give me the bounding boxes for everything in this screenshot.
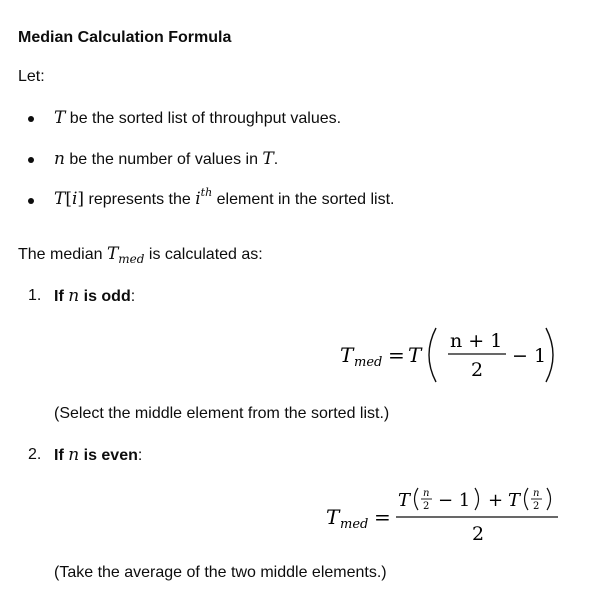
symbol-n: n — [54, 149, 65, 169]
term1-func: T — [398, 490, 411, 511]
symbol-n: n — [68, 286, 80, 306]
formula-lhs: T — [326, 505, 340, 529]
case-label-colon: : — [137, 447, 143, 464]
symbol-t: T — [54, 189, 66, 209]
case-odd-note: (Select the middle element from the sorted list.) — [54, 405, 390, 422]
symbol-i: i — [195, 189, 201, 209]
case-number: 1. — [28, 287, 42, 304]
definition-text: be the number of values in — [64, 151, 263, 168]
intro-text: Let: — [18, 68, 45, 85]
small-frac-den: 2 — [423, 501, 430, 512]
definition-item-2 — [54, 148, 278, 171]
left-paren — [525, 488, 529, 510]
right-paren — [547, 488, 551, 510]
symbol-t: T — [54, 108, 66, 128]
formula-func: T — [408, 343, 422, 367]
superscript-th: th — [200, 186, 213, 199]
formula-numerator: n + 1 — [450, 330, 503, 352]
formula-minus-one: − 1 — [512, 345, 547, 367]
definition-item-3 — [54, 188, 395, 212]
definition-text-end: element in the sorted list. — [212, 191, 395, 208]
bracket-close: ] — [77, 189, 85, 209]
median-intro-text: The median — [18, 246, 107, 263]
subscript-med: med — [118, 252, 145, 266]
formula-odd — [330, 322, 570, 393]
symbol-t: T — [262, 149, 274, 169]
median-intro-text-end: is calculated as: — [144, 246, 263, 263]
median-intro — [18, 243, 263, 266]
formula-even — [318, 482, 580, 553]
case-label-text: If — [54, 288, 69, 305]
symbol-i: i — [71, 189, 78, 209]
bullet-icon — [28, 116, 34, 122]
formula-lhs-sub: med — [340, 517, 369, 532]
case-label-colon: : — [130, 288, 136, 305]
formula-denominator: 2 — [472, 523, 485, 545]
term2-func: T — [508, 490, 521, 511]
small-frac-num: n — [533, 488, 540, 499]
definition-item-1 — [54, 107, 341, 130]
definition-text-end: . — [273, 151, 279, 168]
small-frac-num: n — [423, 488, 430, 499]
formula-denominator: 2 — [471, 359, 484, 381]
right-paren — [546, 328, 553, 382]
case-even-note: (Take the average of the two middle elements.) — [54, 564, 387, 581]
bullet-icon — [28, 198, 34, 204]
small-frac-den: 2 — [533, 501, 540, 512]
definition-text: be the sorted list of throughput values. — [65, 110, 342, 127]
case-label-text-end: is odd — [79, 288, 131, 305]
formula-equals: = — [388, 343, 405, 367]
case-number: 2. — [28, 446, 42, 463]
case-even-label — [54, 444, 142, 467]
symbol-n: n — [68, 445, 80, 465]
formula-equals: = — [374, 505, 391, 529]
formula-lhs: T — [340, 343, 354, 367]
case-label-text: If — [54, 447, 69, 464]
formula-lhs-sub: med — [354, 355, 383, 370]
bullet-icon — [28, 157, 34, 163]
case-label-text-end: is even — [79, 447, 138, 464]
bracket-open: [ — [65, 189, 72, 209]
right-paren — [475, 488, 479, 510]
plus-sign: + — [488, 490, 504, 511]
left-paren — [429, 328, 436, 382]
term1-minus-one: − 1 — [438, 490, 471, 511]
definition-text: represents the — [84, 191, 196, 208]
page-title: Median Calculation Formula — [18, 29, 232, 46]
left-paren — [415, 488, 419, 510]
case-odd-label — [54, 285, 135, 308]
symbol-t: T — [106, 244, 119, 264]
